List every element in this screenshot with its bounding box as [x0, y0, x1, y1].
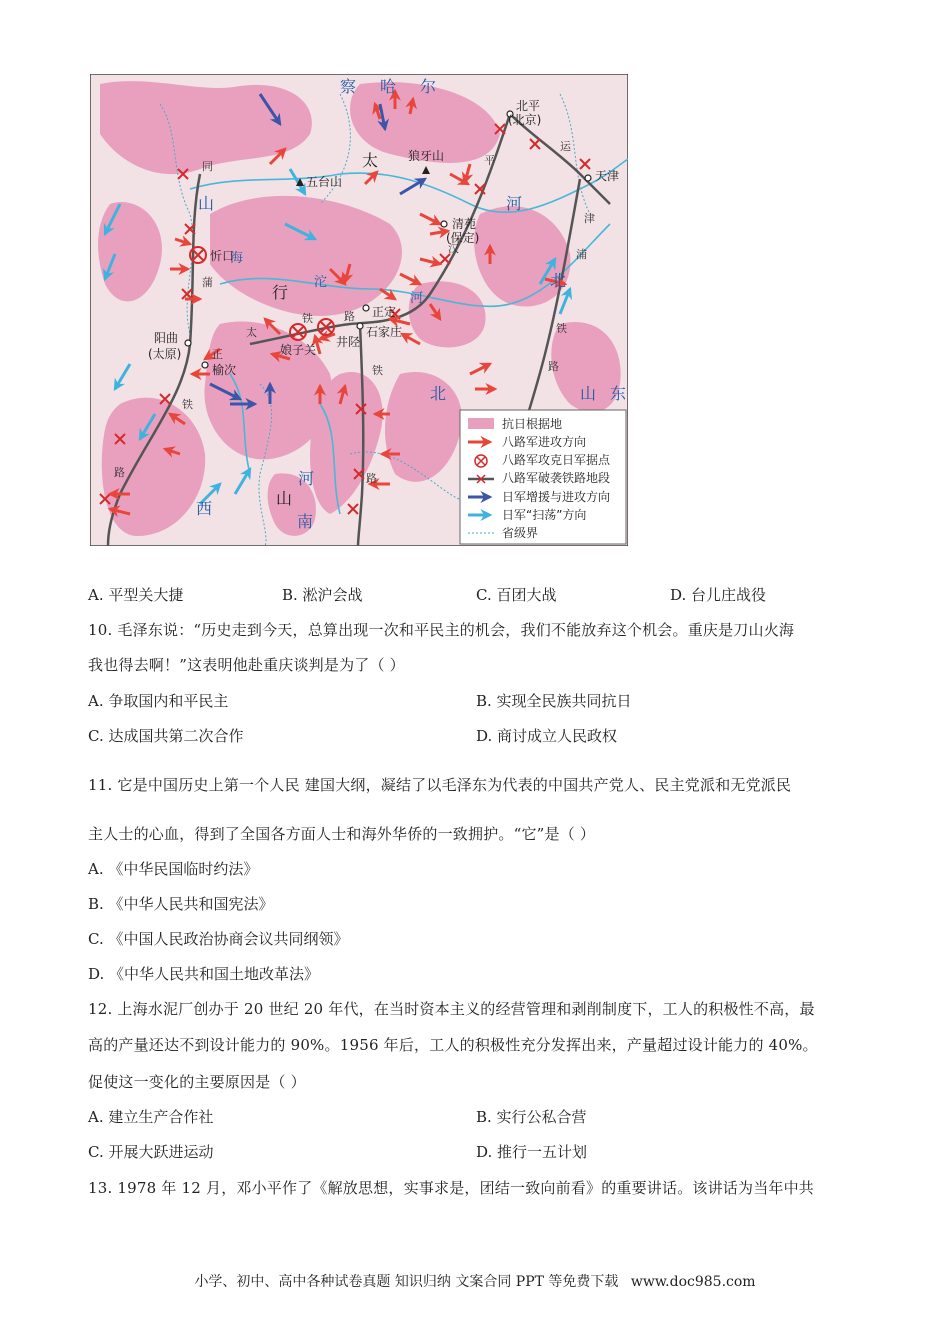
- q10-option-a[interactable]: A. 争取国内和平民主: [88, 692, 229, 710]
- region-char: 山: [198, 194, 215, 213]
- footer-text: 小学、初中、高中各种试卷真题 知识归纳 文案合同 PPT 等免费下载: [194, 1274, 619, 1290]
- railway-char: 同: [202, 160, 213, 173]
- railway-char: 平: [484, 154, 495, 167]
- q12-stem-line3: 促使这一变化的主要原因是（ ）: [88, 1073, 306, 1091]
- railway-char: 太: [246, 326, 257, 339]
- place-qingyuan-sub: (保定): [446, 231, 480, 245]
- place-yuci: 榆次: [212, 363, 237, 377]
- q9-option-d[interactable]: D. 台儿庄战役: [670, 586, 767, 604]
- place-tianjin: 天津: [595, 169, 620, 183]
- place-yangqu: 阳曲: [154, 331, 179, 345]
- river-char: 沱: [314, 275, 328, 290]
- legend-label: 日军增援与进攻方向: [502, 490, 611, 504]
- place-langyashan: 狼牙山: [408, 149, 445, 163]
- river-char: 海: [230, 251, 244, 266]
- q12-option-c[interactable]: C. 开展大跃进运动: [88, 1143, 214, 1161]
- q11-option-d[interactable]: D. 《中华人民共和国土地改革法》: [88, 965, 320, 983]
- region-char: 察: [340, 77, 357, 96]
- q11-stem-line2: 主人士的心血，得到了全国各方面人士和海外华侨的一致拥护。“它”是（ ）: [88, 825, 596, 843]
- q9-option-c[interactable]: C. 百团大战: [476, 586, 557, 604]
- railway-char: 路: [344, 310, 355, 323]
- q10-option-d[interactable]: D. 商讨成立人民政权: [476, 727, 618, 745]
- region-char: 北: [430, 384, 447, 403]
- region-char: 东: [610, 384, 627, 403]
- region-char: 山: [580, 384, 597, 403]
- q12-stem-line2: 高的产量还达不到设计能力的 90%。1956 年后，工人的积极性充分发挥出来，产量超过设计能力的 40%。: [88, 1036, 818, 1054]
- place-qingyuan: 清苑: [452, 217, 477, 231]
- page-footer: [0, 1271, 950, 1291]
- region-char: 哈: [380, 77, 397, 96]
- region-char: 北: [550, 271, 567, 290]
- region-char: 山: [276, 489, 293, 508]
- railway-char: 路: [114, 466, 125, 479]
- legend-label: 日军“扫荡”方向: [502, 508, 587, 522]
- q12-option-d[interactable]: D. 推行一五计划: [476, 1143, 588, 1161]
- railway-char: 铁: [302, 312, 313, 325]
- footer-site-link[interactable]: www.doc985.com: [630, 1274, 756, 1290]
- q12-option-b[interactable]: B. 实行公私合营: [476, 1108, 587, 1126]
- q9-option-a[interactable]: A. 平型关大捷: [88, 586, 184, 604]
- place-shijiazhuang: 石家庄: [366, 325, 403, 339]
- legend-label: 八路军攻克日军据点: [502, 453, 611, 467]
- region-char: 太: [362, 151, 379, 170]
- railway-char: 铁: [182, 398, 193, 411]
- q11-stem-line1: 11. 它是中国历史上第一个人民 建国大纲，凝结了以毛泽东为代表的中国共产党人、民主党派和无党派民: [88, 776, 792, 794]
- battle-map: [90, 74, 628, 546]
- region-char: 西: [196, 499, 213, 518]
- q13-stem-line1: 13. 1978 年 12 月，邓小平作了《解放思想，实事求是，团结一致向前看》的重要讲话。该讲话为当年中共: [88, 1179, 814, 1197]
- q12-option-a[interactable]: A. 建立生产合作社: [88, 1108, 214, 1126]
- q12-stem-line1: 12. 上海水泥厂创办于 20 世纪 20 年代，在当时资本主义的经营管理和剥削制度下，工人的积极性不高，最: [88, 1000, 815, 1018]
- railway-char: 汉: [448, 242, 459, 255]
- place-yangqu-sub: (太原): [148, 347, 182, 361]
- place-beiping: 北平: [516, 99, 541, 113]
- region-char: 南: [297, 512, 314, 531]
- legend-label: 抗日根据地: [502, 417, 563, 431]
- railway-char: 铁: [372, 364, 383, 377]
- q10-option-b[interactable]: B. 实现全民族共同抗日: [476, 692, 632, 710]
- region-char: 行: [272, 283, 289, 302]
- q9-option-b[interactable]: B. 淞沪会战: [282, 586, 363, 604]
- q11-option-b[interactable]: B. 《中华人民共和国宪法》: [88, 895, 274, 913]
- legend-label: 八路军破袭铁路地段: [502, 471, 611, 485]
- region-char: 尔: [420, 77, 437, 96]
- q10-stem-line2: 我也得去啊！”这表明他赴重庆谈判是为了（ ）: [88, 656, 405, 674]
- region-char: 河: [506, 194, 523, 213]
- railway-char: 运: [560, 140, 571, 153]
- q10-option-c[interactable]: C. 达成国共第二次合作: [88, 727, 244, 745]
- legend-label: 八路军进攻方向: [502, 435, 587, 449]
- q10-stem-line1: 10. 毛泽东说：“历史走到今天，总算出现一次和平民主的机会，我们不能放弃这个机会。重庆是刀山火海: [88, 621, 795, 639]
- q11-option-a[interactable]: A. 《中华民国临时约法》: [88, 860, 259, 878]
- place-wutaishan: 五台山: [306, 175, 343, 189]
- q11-option-c[interactable]: C. 《中国人民政治协商会议共同纲领》: [88, 930, 349, 948]
- legend-base-area-swatch: [468, 418, 494, 429]
- region-char: 河: [298, 469, 315, 488]
- railway-char: 铁: [556, 322, 567, 335]
- place-xinkou: 忻口: [210, 249, 235, 263]
- river-char: 河: [410, 291, 424, 306]
- place-jingxing: 井陉: [336, 335, 361, 349]
- railway-char: 路: [548, 360, 559, 373]
- place-beiping-sub: (北京): [508, 113, 542, 127]
- legend-label: 省级界: [502, 526, 539, 540]
- railway-char: 蒲: [202, 276, 213, 289]
- place-niangziguan: 娘子关: [280, 343, 317, 357]
- map-legend: [460, 410, 626, 544]
- railway-char: 路: [366, 472, 377, 485]
- railway-char: 浦: [576, 248, 587, 261]
- railway-char: 津: [584, 212, 595, 225]
- place-zhengding: 正定: [372, 305, 397, 319]
- railway-char: 正: [212, 348, 223, 361]
